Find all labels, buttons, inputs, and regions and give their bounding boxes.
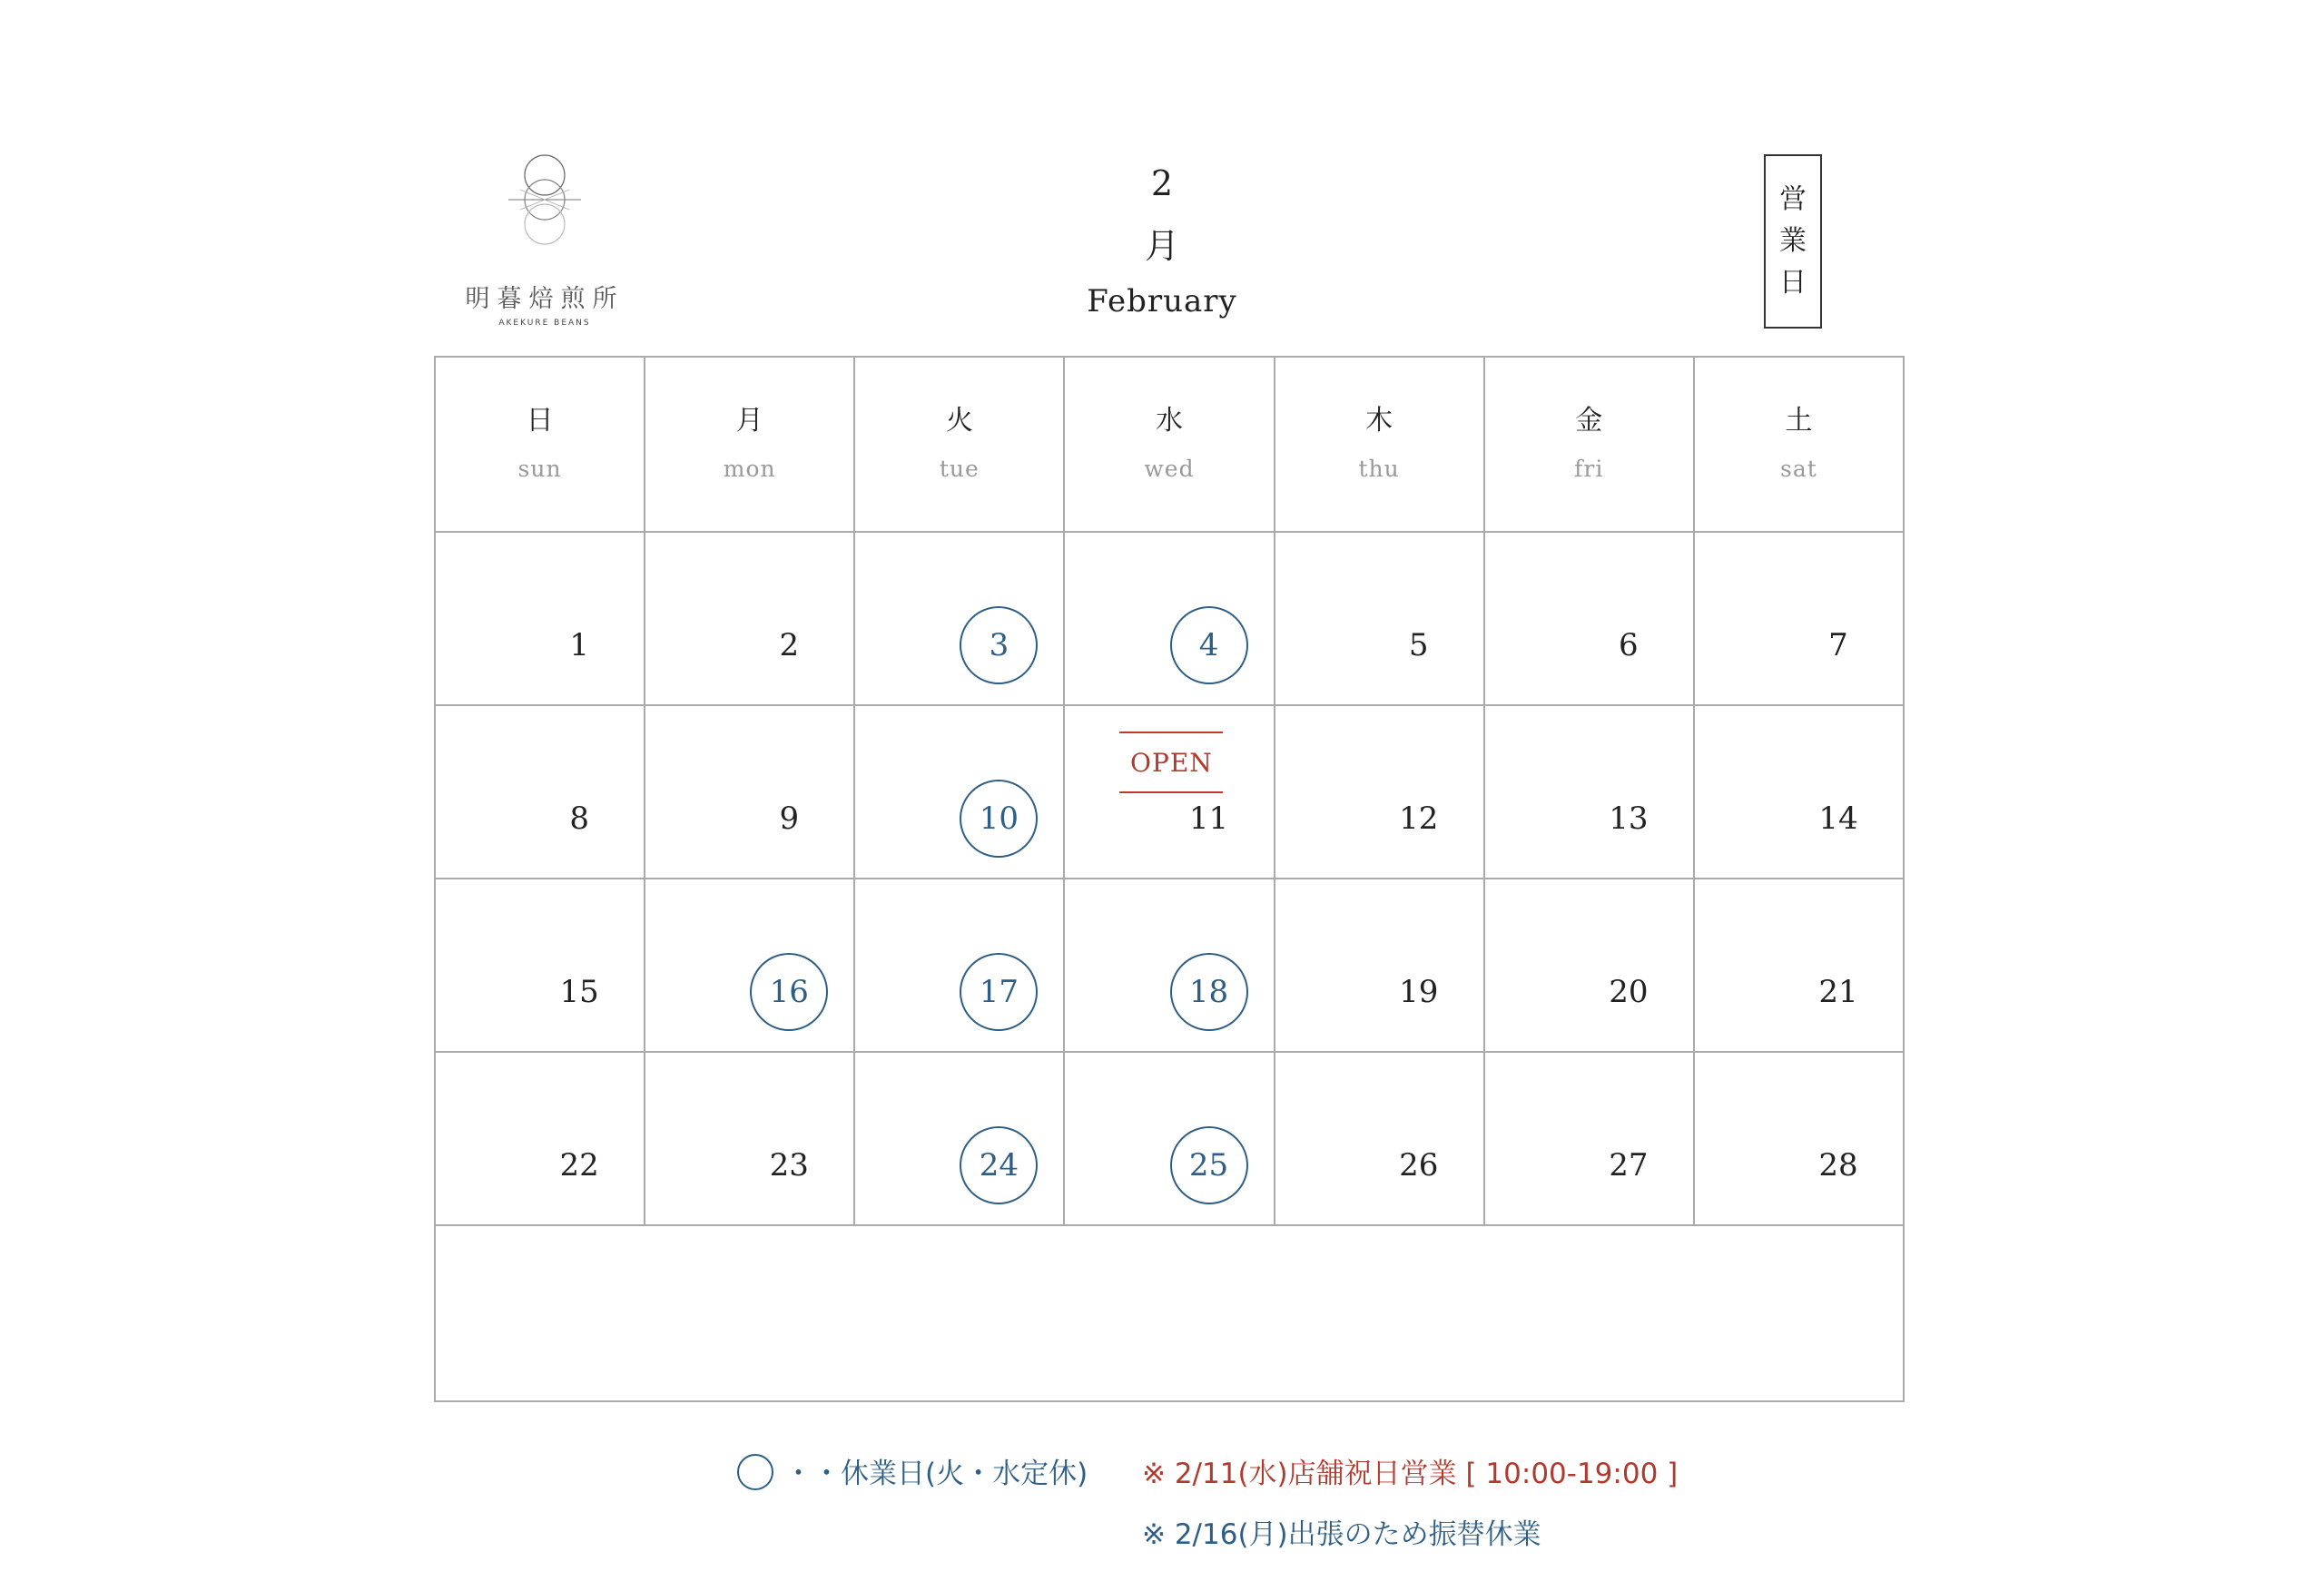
- day-cell: [1275, 1053, 1485, 1224]
- day-cell: [855, 879, 1065, 1051]
- month-name: February: [1087, 283, 1237, 319]
- logo-wordmark-en: AKEKURE BEANS: [498, 319, 591, 328]
- day-cell: [645, 533, 855, 704]
- day-number: 15: [559, 974, 599, 1010]
- closed-day-number: 18: [1170, 953, 1248, 1031]
- open-tag: OPEN: [1119, 732, 1223, 793]
- day-number: 23: [769, 1147, 809, 1183]
- day-cell: [1065, 706, 1275, 878]
- day-number: 2: [779, 627, 800, 663]
- day-cell: [1695, 706, 1903, 878]
- closed-day-number: 10: [960, 780, 1038, 858]
- holiday-open-note: ※ 2/11(水)店舗祝日営業 [ 10:00-19:00 ]: [1142, 1458, 1679, 1490]
- week-row: [436, 533, 1903, 706]
- day-number: 27: [1609, 1147, 1649, 1183]
- calendar-grid: [434, 356, 1905, 1551]
- day-cell: [1695, 533, 1903, 704]
- closed-day-number: 16: [750, 953, 828, 1031]
- day-cell: [855, 1053, 1065, 1224]
- weekday-ja: 土: [1785, 405, 1813, 437]
- logo-wordmark-ja: 明暮焙煎所: [465, 285, 625, 313]
- weekday-wed: [1065, 358, 1275, 531]
- weekday-ja: 木: [1365, 405, 1393, 437]
- day-number: 12: [1399, 800, 1439, 837]
- weekday-thu: [1275, 358, 1485, 531]
- day-cell: [1065, 879, 1275, 1051]
- day-number: 28: [1818, 1147, 1858, 1183]
- day-number: 11: [1188, 800, 1229, 837]
- day-cell: [1485, 533, 1695, 704]
- weekday-sat: [1695, 358, 1903, 531]
- weekday-en: fri: [1574, 456, 1604, 482]
- badge-char: 営: [1779, 183, 1807, 215]
- weekday-ja: 月: [735, 405, 763, 437]
- weekday-ja: 金: [1575, 405, 1603, 437]
- closed-day-number: 4: [1170, 606, 1248, 684]
- week-row: [436, 1053, 1903, 1226]
- day-cell: [645, 706, 855, 878]
- day-cell: [1065, 533, 1275, 704]
- weekday-ja: 火: [945, 405, 973, 437]
- day-cell: [1275, 879, 1485, 1051]
- day-cell: [436, 879, 645, 1051]
- day-cell: [1485, 879, 1695, 1051]
- weekday-ja: 日: [526, 405, 554, 437]
- day-cell: [436, 706, 645, 878]
- badge-char: 業: [1779, 225, 1807, 257]
- closed-circle-icon: [737, 1454, 773, 1490]
- day-number: 21: [1818, 974, 1858, 1010]
- weekday-en: sat: [1780, 456, 1817, 482]
- day-number: 1: [569, 627, 589, 663]
- day-number: 5: [1408, 627, 1429, 663]
- month-kanji: 月: [1144, 226, 1179, 266]
- day-cell: [436, 1053, 645, 1224]
- weekday-en: wed: [1144, 456, 1195, 482]
- closed-day-number: 17: [960, 953, 1038, 1031]
- logo-mark: [504, 150, 586, 250]
- day-number: 7: [1828, 627, 1848, 663]
- day-number: 14: [1818, 800, 1858, 837]
- day-number: 9: [779, 800, 800, 837]
- logo: [458, 150, 631, 336]
- closed-day-number: 24: [960, 1126, 1038, 1204]
- weekday-sun: [436, 358, 645, 531]
- legend: [436, 1409, 1903, 1581]
- weekday-en: tue: [939, 456, 980, 482]
- business-days-badge: [1764, 154, 1822, 329]
- weekday-tue: [855, 358, 1065, 531]
- day-number: 26: [1399, 1147, 1439, 1183]
- weekday-header-row: [436, 358, 1903, 533]
- weekday-ja: 水: [1155, 405, 1183, 437]
- day-number: 22: [559, 1147, 599, 1183]
- day-cell: [1485, 1053, 1695, 1224]
- day-cell: [645, 879, 855, 1051]
- weekday-fri: [1485, 358, 1695, 531]
- closed-day-number: 3: [960, 606, 1038, 684]
- day-number: 8: [569, 800, 589, 837]
- business-trip-note: ※ 2/16(月)出張のため振替休業: [1142, 1518, 1541, 1551]
- weekday-en: mon: [723, 456, 776, 482]
- month-number: 2: [1150, 163, 1174, 203]
- day-cell: [436, 533, 645, 704]
- weekday-en: sun: [517, 456, 562, 482]
- week-row: [436, 706, 1903, 879]
- weekday-mon: [645, 358, 855, 531]
- day-number: 13: [1609, 800, 1649, 837]
- day-number: 6: [1619, 627, 1639, 663]
- day-cell: [1485, 706, 1695, 878]
- day-cell: [1695, 1053, 1903, 1224]
- day-cell: [1695, 879, 1903, 1051]
- day-cell: [1275, 706, 1485, 878]
- day-number: 19: [1399, 974, 1439, 1010]
- day-cell: [855, 706, 1065, 878]
- legend-label: ・・休業日(火・水定休): [784, 1458, 1088, 1490]
- day-cell: [645, 1053, 855, 1224]
- week-row: [436, 879, 1903, 1053]
- day-cell: [1065, 1053, 1275, 1224]
- day-number: 20: [1609, 974, 1649, 1010]
- closed-day-number: 25: [1170, 1126, 1248, 1204]
- day-cell: [855, 533, 1065, 704]
- badge-char: 日: [1779, 267, 1807, 299]
- day-cell: [1275, 533, 1485, 704]
- weekday-en: thu: [1358, 456, 1400, 482]
